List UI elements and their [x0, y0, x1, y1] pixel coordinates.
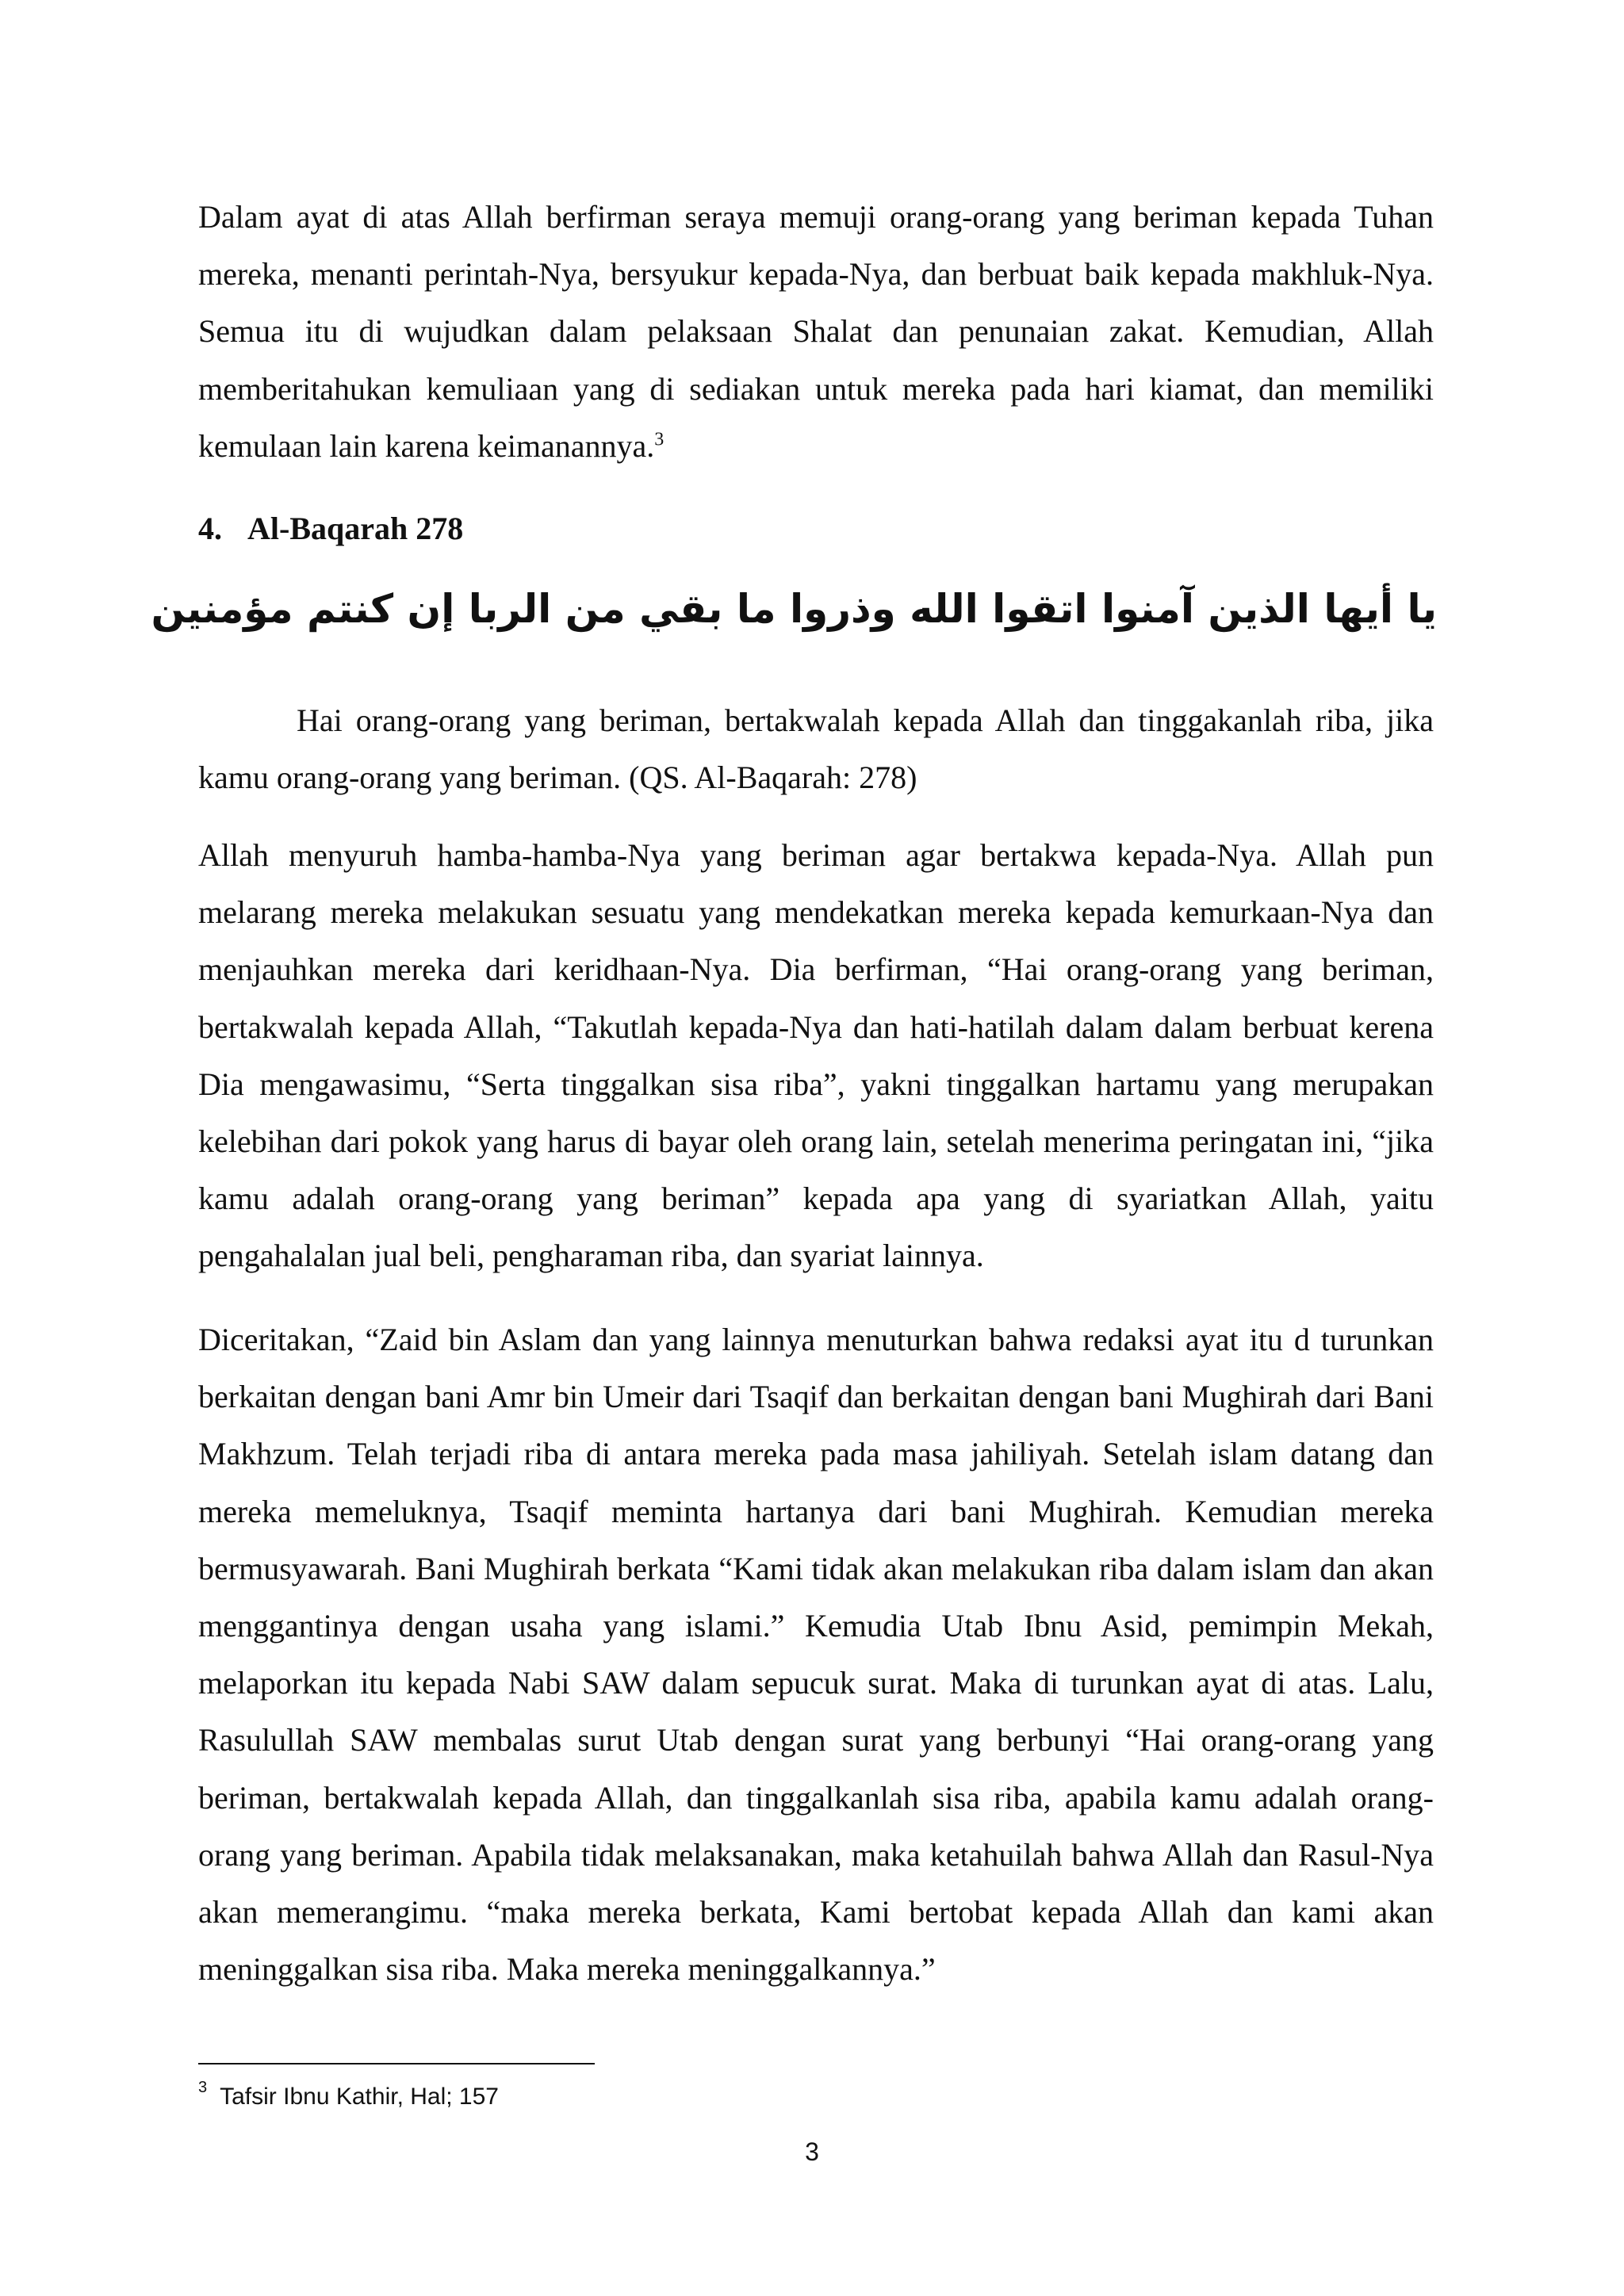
verse-translation: Hai orang-orang yang beriman, bertakwalah kepada Allah dan tinggakanlah riba, jika kamu orang-orang yang beriman. (QS. Al-Baqarah: 278): [198, 702, 1434, 796]
footnote: [198, 2075, 499, 2119]
page-number: 3: [805, 2137, 819, 2166]
paragraph-revelation-context: Diceritakan, “Zaid bin Aslam dan yang lainnya menuturkan bahwa redaksi ayat itu d turunkan berkaitan dengan bani Amr bin Umeir dari Tsaqif dan berkaitan dengan bani Mughirah dari Bani Makhzum. Telah terjadi riba di antara mereka pada masa jahiliyah. Setelah islam datang dan mereka memeluknya, Tsaqif meminta hartanya dari bani Mughirah. Kemudian mereka bermusyawarah. Bani Mughirah berkata “Kami tidak akan melakukan riba dalam islam dan akan menggantinya dengan usaha yang islami.” Kemudia Utab Ibnu Asid, pemimpin Mekah, melaporkan itu kepada Nabi SAW dalam sepucuk surat. Maka di turunkan ayat di atas. Lalu, Rasulullah SAW membalas surut Utab dengan surat yang berbunyi “Hai orang-orang yang beriman, bertakwalah kepada Allah, dan tinggalkanlah sisa riba, apabila kamu adalah orang-orang yang beriman. Apabila tidak melaksanakan, maka ketahuilah bahwa Allah dan Rasul-Nya akan memerangimu. “maka mereka berkata, Kami bertobat kepada Allah dan kami akan meninggalkan sisa riba. Maka mereka meninggalkannya.”: [198, 1322, 1434, 1988]
footnote-text: Tafsir Ibnu Kathir, Hal; 157: [220, 2084, 499, 2110]
footnote-separator: [198, 2063, 595, 2064]
footnote-number: 3: [198, 2079, 208, 2096]
arabic-verse: يا أيها الذين آمنوا اتقوا الله وذروا ما بقي من الربا إن كنتم مؤمنين: [151, 586, 1437, 632]
section-title: Al-Baqarah 278: [247, 511, 464, 546]
section-heading: [198, 500, 463, 557]
paragraph-1-text: Dalam ayat di atas Allah berfirman seraya memuji orang-orang yang beriman kepada Tuhan mereka, menanti perintah-Nya, bersyukur kepada-Nya, dan berbuat baik kepada makhluk-Nya. Semua itu di wujudkan dalam pelaksaan Shalat dan penunaian zakat. Kemudian, Allah memberitahukan kemuliaan yang di sediakan untuk mereka pada hari kiamat, dan memiliki kemulaan lain karena keimanannya.: [198, 199, 1434, 464]
paragraph-praise-of-believers: [198, 189, 1434, 475]
paragraph-command-to-fear-allah: Allah menyuruh hamba-hamba-Nya yang beriman agar bertakwa kepada-Nya. Allah pun melarang mereka melakukan sesuatu yang mendekatkan mereka kepada kemurkaan-Nya dan menjauhkan mereka dari keridhaan-Nya. Dia berfirman, “Hai orang-orang yang beriman, bertakwalah kepada Allah, “Takutlah kepada-Nya dan hati-hatilah dalam dalam berbuat kerena Dia mengawasimu, “Serta tinggalkan sisa riba”, yakni tinggalkan hartamu yang merupakan kelebihan dari pokok yang harus di bayar oleh orang lain, setelah menerima peringatan ini, “jika kamu adalah orang-orang yang beriman” kepada apa yang di syariatkan Allah, yaitu pengahalalan jual beli, pengharaman riba, dan syariat lainnya.: [198, 837, 1434, 1274]
footnote-reference-3[interactable]: 3: [654, 429, 665, 450]
section-number: 4.: [198, 511, 222, 546]
